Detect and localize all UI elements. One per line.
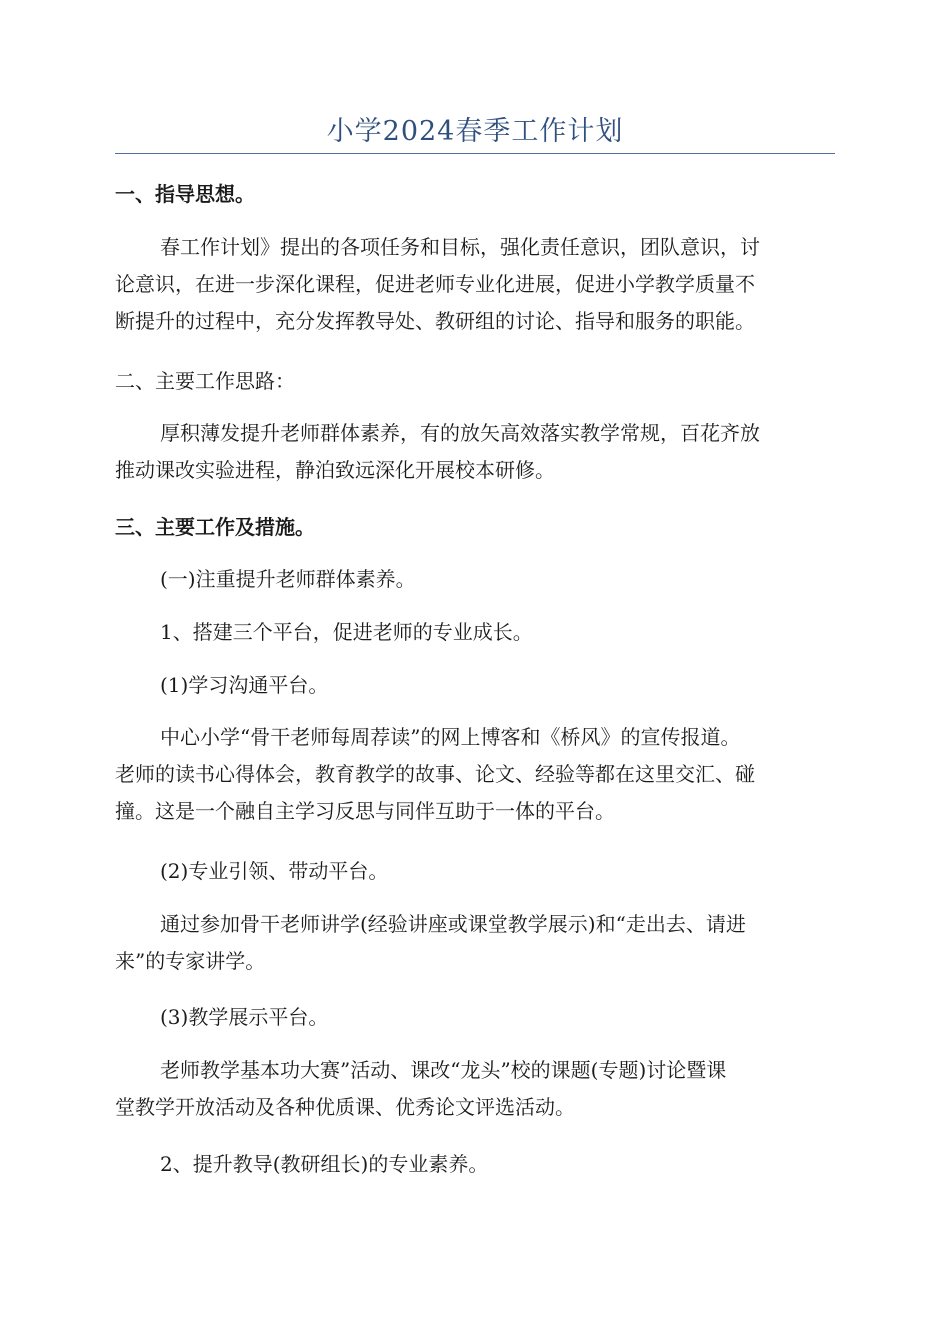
section3-heading: 三、主要工作及措施。 [115,515,315,539]
platform1-heading: (1)学习沟通平台。 [160,673,329,697]
platform3-line-2: 堂教学开放活动及各种优质课、优秀论文评选活动。 [115,1095,575,1119]
section1-paragraph [115,229,835,340]
platform1-line-3: 撞。这是一个融自主学习反思与同伴互助于一体的平台。 [115,799,615,823]
platform3-paragraph [115,1052,835,1126]
document-title: 小学2024春季工作计划 [326,116,624,147]
platform3-heading: (3)教学展示平台。 [160,1005,329,1029]
section2-paragraph [115,415,835,489]
section2-line-2: 推动课改实验进程，静泊致远深化开展校本研修。 [115,458,555,482]
section1-line-3: 断提升的过程中，充分发挥教导处、教研组的讨论、指导和服务的职能。 [115,309,755,333]
section2-heading: 二、主要工作思路： [115,369,295,393]
section3-item1: 1、搭建三个平台，促进老师的专业成长。 [160,620,533,644]
section3-sub1: (一)注重提升老师群体素养。 [160,567,416,591]
section2-line-1: 厚积薄发提升老师群体素养，有的放矢高效落实教学常规，百花齐放 [160,421,760,445]
section1-heading: 一、指导思想。 [115,182,255,206]
section3-item2: 2、提升教导(教研组长)的专业素养。 [160,1152,489,1176]
platform2-line-2: 来”的专家讲学。 [115,949,266,973]
section1-line-2: 论意识，在进一步深化课程，促进老师专业化进展，促进小学教学质量不 [115,272,755,296]
title-underline [115,153,835,154]
section1-line-1: 春工作计划》提出的各项任务和目标，强化责任意识，团队意识，讨 [160,235,760,259]
platform2-line-1: 通过参加骨干老师讲学(经验讲座或课堂教学展示)和“走出去、请进 [160,912,746,936]
platform2-paragraph [115,906,835,980]
platform1-line-2: 老师的读书心得体会，教育教学的故事、论文、经验等都在这里交汇、碰 [115,762,755,786]
platform2-heading: (2)专业引领、带动平台。 [160,859,389,883]
platform1-paragraph [115,719,835,830]
platform3-line-1: 老师教学基本功大赛”活动、课改“龙头”校的课题(专题)讨论暨课 [160,1058,727,1082]
platform1-line-1: 中心小学“骨干老师每周荐读”的网上博客和《桥风》的宣传报道。 [160,725,741,749]
